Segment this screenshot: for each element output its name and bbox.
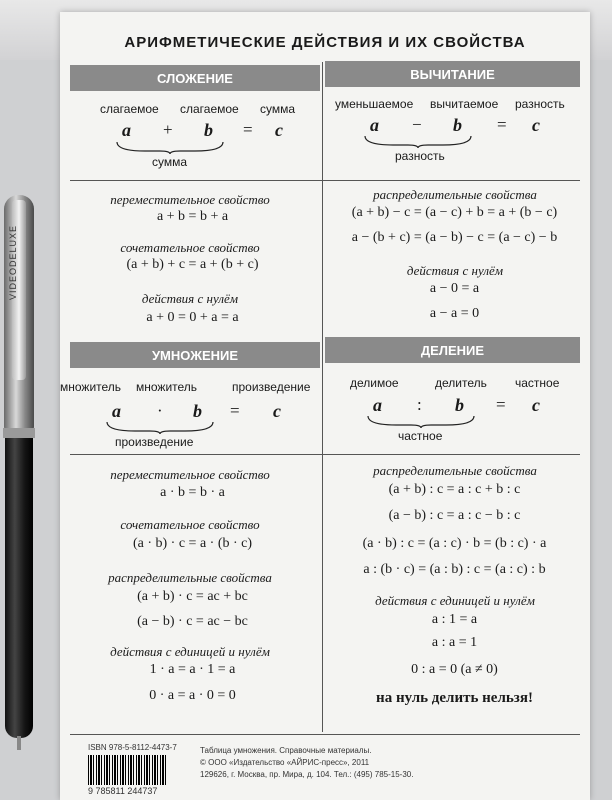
addition-prop1-formula: a + b = b + a — [156, 209, 229, 224]
row-divider-mul — [70, 454, 580, 455]
barcode — [88, 755, 168, 785]
footer-line3: 129626, г. Москва, пр. Мира, д. 104. Тел.: (495) 785-15-30. — [200, 770, 414, 779]
multiplication-prop2-label: сочетательное свойство — [120, 517, 260, 532]
subtraction-c: c — [532, 115, 540, 135]
addition-a: a — [122, 120, 131, 140]
division-term1: делимое — [350, 376, 399, 390]
multiplication-term2: множитель — [136, 380, 198, 394]
subtraction-a: a — [370, 115, 379, 135]
subtraction-prop2-formula2: a − a = 0 — [429, 306, 480, 321]
addition-b: b — [204, 120, 213, 140]
addition-prop1-label: переместительное свойство — [110, 192, 270, 207]
addition-result: сумма — [260, 102, 296, 116]
addition-header: СЛОЖЕНИЕ — [70, 65, 320, 91]
multiplication-prop3-formula1: (a + b) · c = ac + bc — [137, 589, 248, 604]
subtraction-brace — [363, 134, 473, 148]
division-prop1-formula3: (a · b) : c = (a : c) · b = (b : c) · a — [362, 536, 547, 551]
footer-line1: Таблица умножения. Справочные материалы. — [200, 746, 372, 755]
addition-prop3-formula: a + 0 = 0 + a = a — [146, 310, 239, 325]
addition-term1: слагаемое — [100, 102, 159, 116]
division-prop1-formula1: (a + b) : c = a : c + b : c — [388, 482, 521, 497]
isbn: ISBN 978-5-8112-4473-7 — [88, 743, 177, 752]
division-a: a — [373, 395, 382, 415]
division-colon: : — [417, 395, 422, 414]
subtraction-eq: = — [497, 115, 507, 134]
division-result: частное — [515, 376, 560, 390]
subtraction-prop1-formula1: (a + b) − c = (a − c) + b = a + (b − c) — [351, 205, 558, 220]
addition-eq: = — [243, 120, 253, 139]
pen-black-barrel — [5, 438, 33, 738]
addition-prop2-formula: (a + b) + c = a + (b + c) — [126, 257, 259, 272]
subtraction-prop2-formula1: a − 0 = a — [429, 281, 480, 296]
subtraction-term2: вычитаемое — [430, 97, 499, 111]
multiplication-prop2-formula: (a · b) · c = a · (b · c) — [132, 536, 253, 551]
division-prop1-label: распределительные свойства — [373, 463, 537, 478]
addition-prop2-label: сочетательное свойство — [120, 240, 260, 255]
division-prop2-formula2: a : a = 1 — [431, 635, 478, 650]
barcode-number: 9 785811 244737 — [88, 786, 158, 796]
division-prop1-formula2: (a − b) : c = a : c − b : c — [388, 508, 521, 523]
multiplication-a: a — [112, 401, 121, 421]
division-prop1-formula4: a : (b · c) = (a : b) : c = (a : c) : b — [363, 562, 546, 577]
multiplication-prop4-formula2: 0 · a = a · 0 = 0 — [149, 688, 236, 703]
division-c: c — [532, 395, 540, 415]
addition-brace-label: сумма — [152, 155, 188, 169]
column-divider-top — [322, 62, 323, 342]
reference-card — [60, 12, 590, 800]
division-b: b — [455, 395, 464, 415]
multiplication-prop4-formula1: 1 · a = a · 1 = a — [149, 662, 236, 677]
addition-brace — [115, 140, 225, 154]
division-note: на нуль делить нельзя! — [376, 690, 533, 706]
subtraction-prop2-label: действия с нулём — [406, 263, 504, 278]
subtraction-header: ВЫЧИТАНИЕ — [325, 61, 580, 87]
division-brace-label: частное — [398, 429, 443, 443]
subtraction-prop1-label: распределительные свойства — [373, 187, 537, 202]
subtraction-b: b — [453, 115, 462, 135]
multiplication-eq: = — [230, 401, 240, 420]
addition-term2: слагаемое — [180, 102, 239, 116]
multiplication-b: b — [193, 401, 202, 421]
page-title: АРИФМЕТИЧЕСКИЕ ДЕЙСТВИЯ И ИХ СВОЙСТВА — [124, 34, 526, 51]
addition-plus: + — [163, 120, 173, 139]
multiplication-c: c — [273, 401, 281, 421]
row-divider-add — [70, 180, 580, 181]
pen-band — [3, 428, 35, 438]
pen-tip — [17, 736, 21, 750]
multiplication-prop3-label: распределительные свойства — [108, 570, 272, 585]
subtraction-term1: уменьшаемое — [335, 97, 414, 111]
multiplication-brace-label: произведение — [115, 435, 194, 449]
subtraction-prop1-formula2: a − (b + c) = (a − b) − c = (a − c) − b — [351, 230, 558, 245]
addition-prop3-label: действия с нулём — [141, 291, 239, 306]
footer-line2: © ООО «Издательство «АЙРИС-пресс», 2011 — [200, 758, 370, 767]
subtraction-brace-label: разность — [395, 149, 445, 163]
multiplication-prop1-formula: a · b = b · a — [160, 485, 225, 500]
multiplication-dot: · — [157, 401, 163, 420]
multiplication-header: УМНОЖЕНИЕ — [70, 342, 320, 368]
pen-label: VIDEODELUXE — [8, 224, 18, 300]
division-term2: делитель — [435, 376, 487, 390]
subtraction-minus: − — [412, 115, 422, 134]
multiplication-prop1-label: переместительное свойство — [110, 467, 270, 482]
multiplication-brace — [105, 420, 215, 434]
multiplication-result: произведение — [232, 380, 311, 394]
division-header: ДЕЛЕНИЕ — [325, 337, 580, 363]
row-divider-footer — [70, 734, 580, 735]
division-prop2-formula3: 0 : a = 0 (a ≠ 0) — [411, 662, 498, 677]
subtraction-result: разность — [515, 97, 565, 111]
multiplication-term1: множитель — [60, 380, 122, 394]
multiplication-prop3-formula2: (a − b) · c = ac − bc — [137, 614, 248, 629]
division-brace — [366, 414, 476, 428]
multiplication-prop4-label: действия с единицей и нулём — [110, 644, 270, 659]
division-eq: = — [496, 395, 506, 414]
addition-c: c — [275, 120, 283, 140]
division-prop2-label: действия с единицей и нулём — [375, 593, 535, 608]
division-prop2-formula1: a : 1 = a — [431, 612, 478, 627]
